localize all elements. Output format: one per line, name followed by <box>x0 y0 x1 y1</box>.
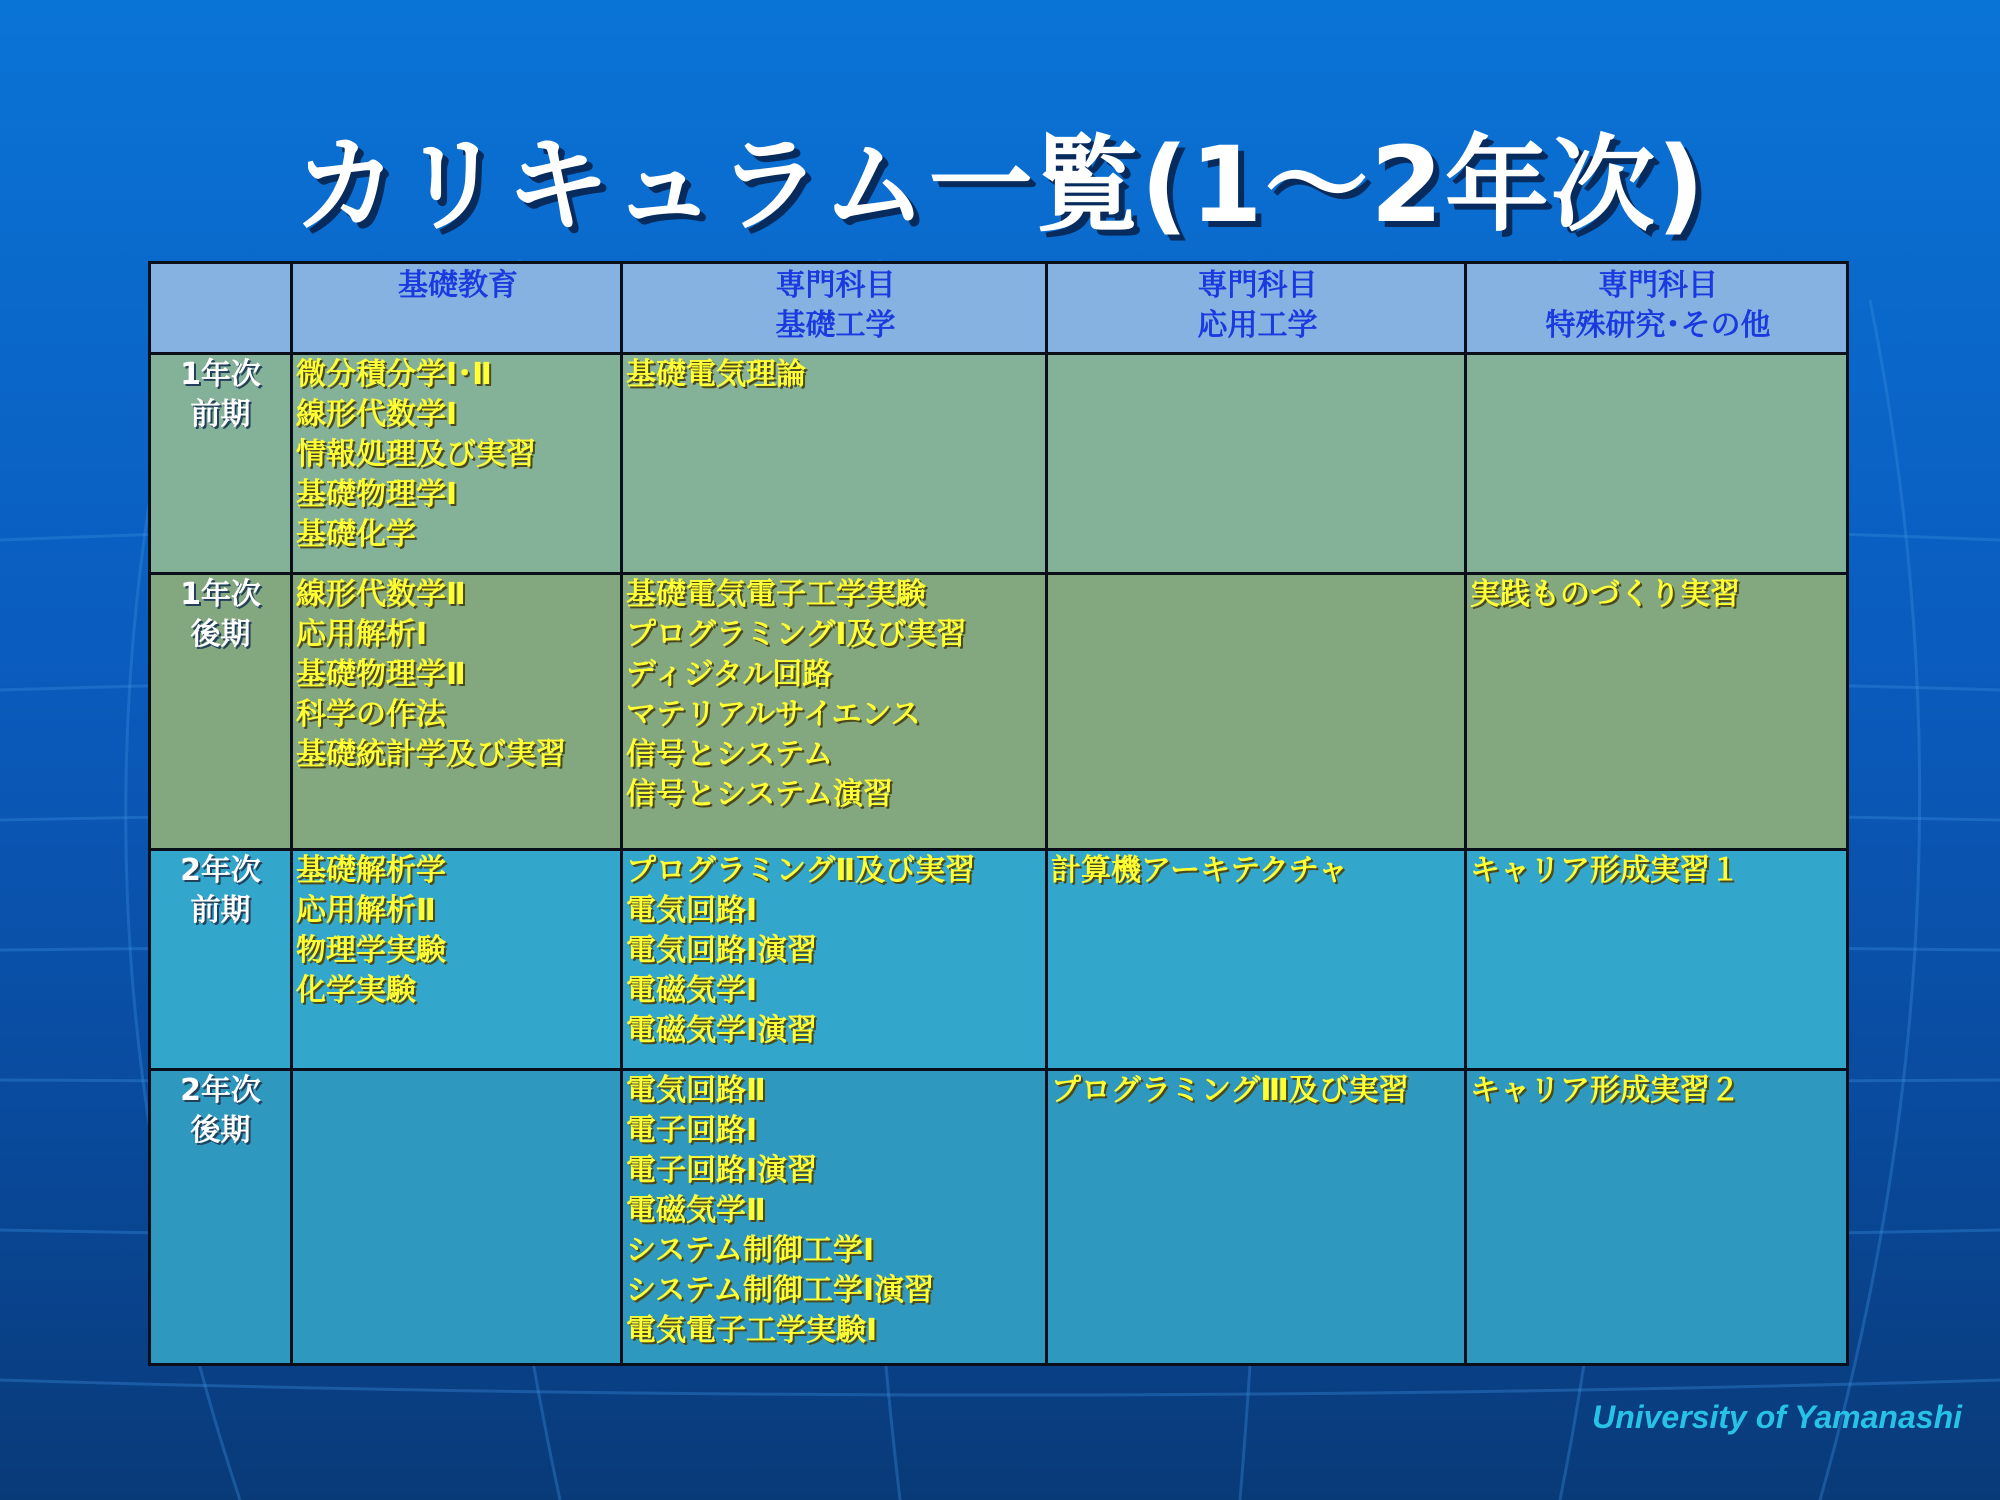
subject-cell <box>292 574 622 850</box>
subject-item: 基礎物理学Ⅰ <box>296 477 458 512</box>
column-header-line: 基礎工学 <box>775 308 896 343</box>
table-row <box>150 850 1848 1070</box>
subject-item: 電磁気学Ⅰ演習 <box>626 1013 818 1048</box>
subject-cell <box>1466 354 1848 574</box>
subject-cell <box>622 354 1047 574</box>
subject-cell <box>622 1070 1047 1365</box>
term-cell <box>150 574 292 850</box>
subject-item: マテリアルサイエンス <box>626 697 921 732</box>
subject-cell <box>1047 354 1466 574</box>
subject-item: 信号とシステム演習 <box>626 777 893 812</box>
subject-cell <box>1047 850 1466 1070</box>
term-label: 1年次 <box>180 577 261 612</box>
subject-item: 情報処理及び実習 <box>296 437 536 472</box>
subject-item: キャリア形成実習２ <box>1470 1073 1740 1108</box>
column-header-line: 専門科目 <box>1598 268 1718 303</box>
subject-item: 基礎解析学 <box>296 853 446 888</box>
term-label: 2年次 <box>180 1073 261 1108</box>
subject-item: 基礎電気電子工学実験 <box>626 577 926 612</box>
term-label: 後期 <box>190 617 251 652</box>
slide-title: カリキュラム一覧(1～2年次) <box>293 124 1707 246</box>
term-label: 1年次 <box>180 357 261 392</box>
subject-item: 電気回路Ⅱ <box>626 1073 766 1108</box>
term-label: 2年次 <box>180 853 261 888</box>
subject-item: 応用解析Ⅱ <box>296 893 436 928</box>
subject-item: 電磁気学Ⅰ <box>626 973 758 1008</box>
subject-item: 線形代数学Ⅰ <box>296 397 458 432</box>
term-label: 後期 <box>190 1113 251 1148</box>
header-row <box>150 263 1848 354</box>
column-header <box>1047 263 1466 354</box>
subject-cell <box>1047 1070 1466 1365</box>
table-row <box>150 1070 1848 1365</box>
subject-item: 基礎電気理論 <box>626 357 806 392</box>
subject-item: 微分積分学Ⅰ･Ⅱ <box>296 357 492 392</box>
column-header <box>622 263 1047 354</box>
term-cell <box>150 850 292 1070</box>
subject-item: 応用解析Ⅰ <box>296 617 428 652</box>
column-header-line: 基礎教育 <box>398 268 518 303</box>
subject-item: 計算機アーキテクチャ <box>1051 853 1348 888</box>
subject-item: システム制御工学Ⅰ <box>626 1233 875 1268</box>
subject-cell <box>292 850 622 1070</box>
table-row <box>150 574 1848 850</box>
column-header-line: 専門科目 <box>1197 268 1318 303</box>
subject-item: 電子回路Ⅰ演習 <box>626 1153 818 1188</box>
column-header-line: 応用工学 <box>1197 308 1318 343</box>
column-header <box>150 263 292 354</box>
term-label: 前期 <box>190 397 251 432</box>
subject-cell <box>292 1070 622 1365</box>
subject-item: 化学実験 <box>296 973 416 1008</box>
column-header <box>292 263 622 354</box>
subject-item: 電子回路Ⅰ <box>626 1113 758 1148</box>
subject-item: プログラミングⅢ及び実習 <box>1051 1073 1409 1108</box>
subject-item: 基礎物理学Ⅱ <box>296 657 466 692</box>
term-label: 前期 <box>190 893 251 928</box>
table-row <box>150 354 1848 574</box>
subject-cell <box>622 574 1047 850</box>
column-header <box>1466 263 1848 354</box>
subject-cell <box>1466 850 1848 1070</box>
university-name: University of Yamanashi <box>1592 1399 1962 1435</box>
subject-item: 線形代数学Ⅱ <box>296 577 466 612</box>
subject-item: 実践ものづくり実習 <box>1470 577 1740 612</box>
subject-cell <box>292 354 622 574</box>
column-header-line: 専門科目 <box>775 268 896 303</box>
subject-cell <box>1466 1070 1848 1365</box>
term-cell <box>150 1070 292 1365</box>
subject-item: キャリア形成実習１ <box>1470 853 1740 888</box>
subject-item: 電気回路Ⅰ演習 <box>626 933 818 968</box>
column-header-line: 特殊研究･その他 <box>1545 308 1771 343</box>
subject-item: 科学の作法 <box>296 697 446 732</box>
subject-cell <box>1047 574 1466 850</box>
subject-item: 電気回路Ⅰ <box>626 893 758 928</box>
subject-item: 物理学実験 <box>296 933 446 968</box>
subject-item: システム制御工学Ⅰ演習 <box>626 1273 935 1308</box>
subject-cell <box>622 850 1047 1070</box>
subject-item: ディジタル回路 <box>626 657 833 692</box>
subject-item: プログラミングⅠ及び実習 <box>626 617 967 652</box>
subject-item: 電気電子工学実験Ⅰ <box>626 1313 878 1348</box>
subject-item: 電磁気学Ⅱ <box>626 1193 766 1228</box>
subject-item: 信号とシステム <box>626 737 833 772</box>
subject-item: 基礎統計学及び実習 <box>296 737 566 772</box>
subject-cell <box>1466 574 1848 850</box>
subject-item: 基礎化学 <box>296 517 416 552</box>
curriculum-table <box>148 261 1849 1366</box>
subject-item: プログラミングⅡ及び実習 <box>626 853 976 888</box>
term-cell <box>150 354 292 574</box>
